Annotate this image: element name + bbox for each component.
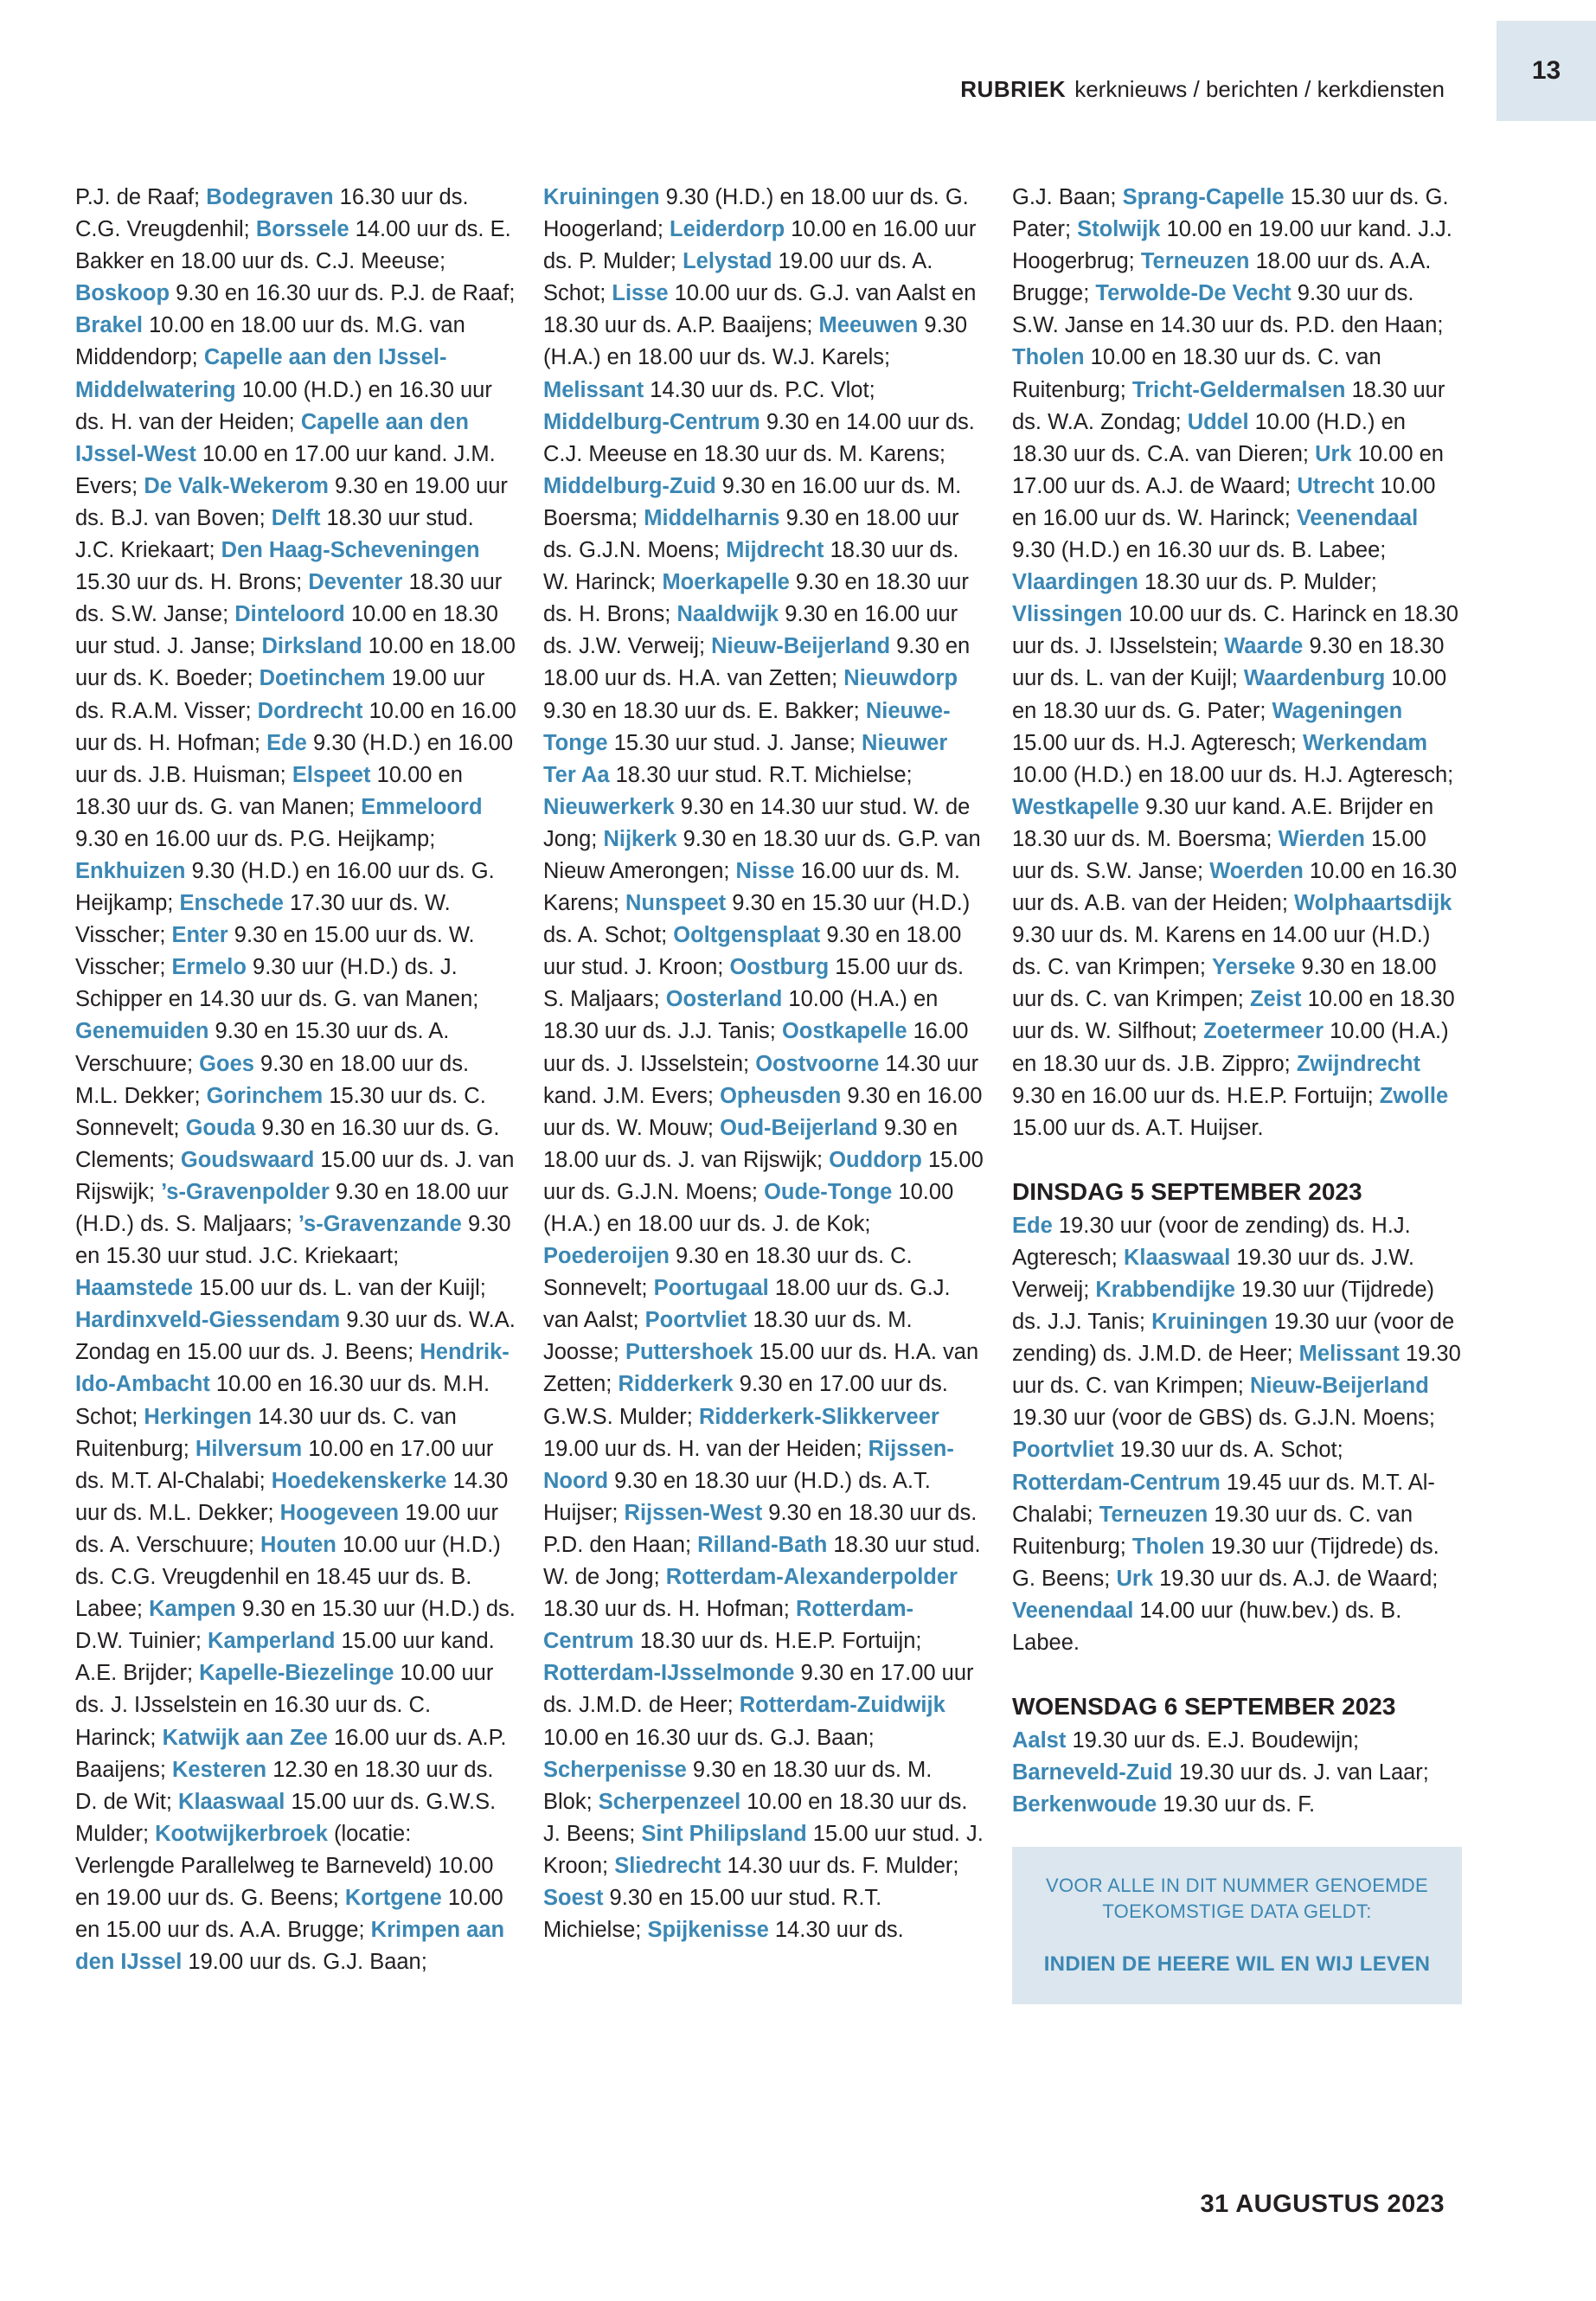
place-name: Brakel [75,313,143,338]
place-name: Herkingen [144,1404,253,1429]
place-name: Nieuwe-Tonge [543,698,951,755]
service-details: 15.30 uur ds. G. Pater; [1012,185,1449,242]
service-details: 14.00 uur (huw.bev.) ds. B. Labee. [1012,1598,1402,1656]
service-details: 14.30 uur ds. F. Mulder; [721,1853,959,1878]
service-details: 15.00 uur ds. H.J. Agteresch; [1012,730,1303,755]
service-details: 14.30 uur kand. J.M. Evers; [543,1051,979,1108]
service-details: 10.00 en 18.30 uur ds. G. Pater; [1012,666,1447,723]
place-name: Enschede [179,891,284,916]
place-name: Nieuwer Ter Aa [543,730,948,787]
service-details: 10.00 en 17.00 uur kand. J.M. Evers; [75,441,496,498]
place-name: Nisse [735,858,795,883]
service-details: 9.30 en 18.30 uur ds. E. Bakker; [543,698,866,723]
service-details: 10.00 en 18.30 uur ds. C. van Ruitenburg; [1012,345,1381,402]
service-details: 9.30 en 18.00 uur ds. C. van Krimpen; [1012,955,1437,1012]
service-details: 9.30 en 18.30 uur ds. G.P. van Nieuw Amerongen; [543,826,981,883]
place-name: Urk [1315,441,1352,466]
place-name: Zeist [1249,987,1302,1012]
service-details: 9.30 (H.D.) en 16.00 uur ds. G. Heijkamp; [75,858,495,916]
place-name: Rotterdam-Alexanderpolder [665,1565,958,1590]
page-number: 13 [1531,56,1561,85]
place-name: Dinteloord [234,602,345,627]
place-name: Hardinxveld-Giessendam [75,1308,341,1333]
place-name: Bodegraven [206,185,334,209]
service-details: 9.30 en 17.00 uur ds. J.M.D. de Heer; [543,1661,974,1718]
service-details: 19.00 uur ds. A. Verschuure; [75,1500,498,1557]
service-details: 9.30 en 15.30 uur (H.D.) ds. D.W. Tuinier; [75,1597,516,1654]
service-details: 9.30 en 18.00 uur stud. J. Kroon; [543,923,962,980]
place-name: Oud-Beijerland [720,1115,878,1140]
place-name: ’s-Gravenzande [298,1212,462,1236]
place-name: Nieuw-Beijerland [1249,1374,1429,1399]
service-details: 14.30 uur ds. C. van Ruitenburg; [75,1404,457,1461]
place-name: Urk [1116,1566,1154,1591]
place-name: Haamstede [75,1276,194,1301]
place-name: Oosterland [665,987,783,1012]
service-details: 10.00 uur ds. G.J. van Aalst en 18.30 uur ds. A.P. Baaijens; [543,281,977,338]
place-name: Klaaswaal [178,1789,285,1814]
service-details: 18.30 uur stud. R.T. Michielse; [609,762,913,787]
place-name: Oostburg [729,955,830,980]
place-name: Tholen [1131,1534,1205,1559]
place-name: Nunspeet [625,891,727,916]
place-name: Poederoijen [543,1244,670,1269]
place-name: Ouddorp [829,1147,922,1172]
service-details: 19.30 uur (Tijdrede) ds. J.J. Tanis; [1012,1278,1435,1335]
place-name: Waardenburg [1243,666,1386,691]
service-details: 9.30 (H.D.) en 18.00 uur ds. G. Hoogerland; [543,185,969,242]
service-listing [1012,1725,1462,1821]
place-name: Borssele [255,217,349,242]
service-details: 10.00 en 18.30 uur ds. G. van Manen; [75,762,463,819]
service-details: 14.00 uur ds. E. Bakker en 18.00 uur ds. C.J. Meeuse; [75,217,511,274]
service-details: 19.00 uur ds. G.J. Baan; [182,1950,427,1975]
place-name: Nieuwerkerk [543,794,675,819]
service-details: P.J. de Raaf; [75,185,207,209]
place-name: Mijdrecht [726,538,824,563]
place-name: Scherpenisse [543,1757,687,1782]
service-details: 18.30 uur ds. H.E.P. Fortuijn; [633,1629,922,1654]
place-name: Veenendaal [1012,1598,1134,1623]
service-details: 10.00 (H.D.) en 18.30 uur ds. C.A. van Dieren; [1012,409,1406,466]
service-details: 9.30 en 18.30 uur ds. H. Brons; [543,570,969,627]
place-name: Lelystad [683,249,772,274]
service-details: 10.00 uur (H.D.) ds. C.G. Vreugdenhil en 18.45 uur ds. B. Labee; [75,1532,501,1622]
service-listing [1012,1210,1462,1659]
service-details: 10.00 (H.A.) en 18.30 uur ds. J.J. Tanis; [543,987,939,1044]
service-details: 19.30 uur (voor de zending) ds. J.M.D. de Heer; [1012,1310,1455,1367]
service-details: 10.00 en 15.00 uur ds. A.A. Brugge; [75,1885,503,1943]
service-details: 15.00 uur ds. H.A. van Zetten; [543,1340,979,1397]
place-name: Nieuw-Beijerland [711,634,891,659]
service-details: 10.00 en 16.30 uur ds. M.H. Schot; [75,1372,490,1429]
place-name: Lisse [612,281,669,306]
place-name: Zoetermeer [1203,1019,1324,1044]
place-name: Werkendam [1302,730,1428,755]
service-details: 10.00 en 16.00 uur ds. P. Mulder; [543,217,977,274]
place-name: Wolphaartsdijk [1294,891,1452,916]
place-name: Gouda [185,1115,256,1140]
place-name: Rijssen-Noord [543,1436,954,1493]
place-name: Melissant [543,377,644,402]
place-name: Rilland-Bath [697,1532,828,1557]
place-name: Aalst [1012,1728,1067,1753]
notice-box [1012,1847,1462,2004]
service-details: 9.30 en 18.00 uur (H.D.) ds. S. Maljaars; [75,1179,509,1236]
column-3 [1012,182,1462,2004]
place-name: Poortvliet [644,1308,747,1333]
service-details: 9.30 en 14.30 uur stud. W. de Jong; [543,794,971,851]
place-name: Sprang-Capelle [1122,185,1285,209]
service-details: 19.30 uur ds. C. van Ruitenburg; [1012,1502,1413,1559]
service-details: 9.30 en 18.30 uur ds. M. Blok; [543,1757,933,1814]
place-name: Spijkenisse [647,1918,769,1943]
place-name: Kampen [149,1597,236,1622]
place-name: Waarde [1224,634,1304,659]
place-name: Genemuiden [75,1019,209,1044]
service-details: 9.30 en 18.00 uur ds. G.J.N. Moens; [543,505,959,563]
place-name: Utrecht [1297,473,1375,498]
service-details: 10.00 en 18.30 uur ds. J. Beens; [543,1789,968,1846]
place-name: Naaldwijk [676,602,779,627]
place-name: Rotterdam-IJsselmonde [543,1661,795,1686]
service-details: 10.00 (H.D.) en 16.30 uur ds. H. van der Heiden; [75,377,492,434]
service-details: 18.30 uur ds. H. Hofman; [543,1597,796,1622]
service-details: 18.30 uur stud. W. de Jong; [543,1532,981,1590]
service-details: 15.00 uur ds. G.J.N. Moens; [543,1147,984,1204]
place-name: Westkapelle [1012,794,1139,819]
place-name: Deventer [308,570,403,595]
service-details: 19.00 uur ds. R.A.M. Visser; [75,666,485,723]
column-1 [75,182,516,1978]
place-name: Enkhuizen [75,858,186,883]
place-name: Rijssen-West [624,1500,763,1525]
service-details: 9.30 (H.D.) en 16.30 uur ds. B. Labee; [1012,538,1387,563]
place-name: Katwijk aan Zee [162,1725,328,1750]
service-details: 15.00 uur kand. A.E. Brijder; [75,1629,495,1686]
place-name: Kamperland [208,1629,336,1654]
place-name: Rotterdam-Centrum [1012,1470,1221,1495]
place-name: Krimpen aan den IJssel [75,1918,505,1975]
service-details: 10.00 en 16.30 uur ds. G.J. Baan; [543,1725,875,1750]
service-details: 9.30 en 18.00 uur ds. M.L. Dekker; [75,1051,470,1108]
place-name: Kapelle-Biezelinge [199,1661,394,1686]
service-details: 9.30 uur ds. S.W. Janse en 14.30 uur ds. P.D. den Haan; [1012,281,1444,338]
service-listing [1012,182,1462,1144]
service-details: 9.30 en 16.30 uur ds. G. Clements; [75,1115,500,1172]
service-details: 10.00 en 16.30 uur ds. A.B. van der Heiden; [1012,858,1458,916]
place-name: Emmeloord [361,794,483,819]
service-details: 18.00 uur ds. A.A. Brugge; [1012,249,1432,306]
service-details: 19.30 uur ds. A.J. de Waard; [1153,1566,1439,1591]
service-details: 9.30 en 14.00 uur ds. C.J. Meeuse en 18.30 uur ds. M. Karens; [543,409,975,466]
service-details: 18.00 uur ds. G.J. van Aalst; [543,1276,951,1333]
service-details: 9.30 en 18.30 uur ds. C. Sonnevelt; [543,1244,913,1301]
service-details: 16.00 uur ds. J. IJsselstein; [543,1019,969,1076]
place-name: Woerden [1209,858,1304,883]
service-details: 14.30 uur ds. M.L. Dekker; [75,1468,509,1525]
service-details: 9.30 en 16.00 uur ds. M. Boersma; [543,473,962,530]
place-name: Puttershoek [625,1340,753,1365]
service-details: 15.00 uur ds. S. Maljaars; [543,955,965,1012]
service-details: 19.30 uur ds. E.J. Boudewijn; [1066,1728,1360,1753]
service-details: 16.30 uur ds. C.G. Vreugdenhil; [75,185,469,242]
place-name: Ridderkerk-Slikkerveer [698,1404,939,1429]
service-details: 18.30 uur ds. M. Joosse; [543,1308,913,1365]
service-details: 10.00 uur ds. C. Harinck en 18.30 uur ds. J. IJsselstein; [1012,602,1458,659]
place-name: Poortugaal [653,1276,769,1301]
service-details: 15.00 uur stud. J. Kroon; [543,1821,984,1878]
service-details: 19.00 uur ds. H. van der Heiden; [543,1436,869,1461]
service-details: 9.30 en 16.00 uur ds. W. Mouw; [543,1083,983,1140]
place-name: Middelburg-Zuid [543,473,716,498]
place-name: Ede [266,730,307,755]
service-details: 16.00 uur ds. M. Karens; [543,858,960,916]
place-name: Leiderdorp [670,217,785,242]
service-details: 18.30 uur ds. W. Harinck; [543,538,959,595]
place-name: Zwijndrecht [1296,1051,1420,1076]
place-name: Delft [271,505,321,530]
place-name: Vlaardingen [1012,570,1138,595]
service-details: 10.00 en 16.00 uur ds. H. Hofman; [75,698,516,755]
service-details: 18.30 uur stud. J.C. Kriekaart; [75,505,474,563]
service-details: 12.30 en 18.30 uur ds. D. de Wit; [75,1757,494,1814]
place-name: Middelharnis [644,505,780,530]
place-name: Scherpenzeel [598,1789,741,1814]
service-details: 17.30 uur ds. W. Visscher; [75,891,451,948]
place-name: Berkenwoude [1012,1792,1157,1817]
place-name: Soest [543,1885,604,1910]
service-details: 10.00 en 16.00 uur ds. W. Harinck; [1012,473,1436,530]
service-details: 19.30 uur ds. F. [1157,1792,1316,1817]
service-details: 15.00 uur ds. G.W.S. Mulder; [75,1789,497,1846]
place-name: Tholen [1012,345,1085,370]
place-name: Houten [260,1532,337,1557]
service-details: 10.00 (H.D.) en 18.00 uur ds. H.J. Agteresch; [1012,762,1454,787]
notice-line-2: INDIEN DE HEERE WIL EN WIJ LEVEN [1043,1952,1431,1977]
place-name: Rotterdam-Zuidwijk [739,1693,945,1718]
place-name: Veenendaal [1296,505,1419,530]
service-details: 18.30 uur ds. W.A. Zondag; [1012,377,1445,434]
place-name: Tricht-Geldermalsen [1131,377,1346,402]
service-details: 18.30 uur ds. S.W. Janse; [75,570,503,627]
service-details: 18.30 uur ds. P. Mulder; [1138,570,1377,595]
service-details: 19.30 uur ds. C. van Krimpen; [1012,1342,1461,1399]
place-name: Nieuwdorp [843,666,958,691]
place-name: Capelle aan den IJssel-West [75,409,469,466]
service-details: 19.30 uur ds. A. Schot; [1113,1438,1343,1463]
place-name: Ede [1012,1213,1053,1238]
day-heading: DINSDAG 5 SEPTEMBER 2023 [1012,1177,1362,1205]
service-details: 10.00 en 17.00 uur ds. M.T. Al-Chalabi; [75,1436,494,1493]
place-name: Yerseke [1212,955,1296,980]
place-name: Rotterdam-Centrum [543,1597,913,1654]
service-details: 9.30 en 18.00 uur ds. J. van Rijswijk; [543,1115,958,1172]
place-name: Kruiningen [543,185,660,209]
place-name: Nijkerk [603,826,677,851]
place-name: Kruiningen [1151,1310,1268,1335]
service-details: 14.30 uur ds. P.C. Vlot; [644,377,875,402]
service-listing [543,182,984,1946]
service-details: 10.00 uur ds. J. IJsselstein en 16.30 uur ds. C. Harinck; [75,1661,494,1750]
place-name: Dirksland [261,634,362,659]
place-name: Terwolde-De Vecht [1095,281,1292,306]
service-details: 9.30 uur ds. M. Karens en 14.00 uur (H.D.) ds. C. van Krimpen; [1012,923,1431,980]
service-details: 14.30 uur ds. [768,1918,904,1943]
service-details: 9.30 en 15.30 uur ds. A. Verschuure; [75,1019,450,1076]
place-name: Sliedrecht [614,1853,721,1878]
place-name: Terneuzen [1099,1502,1208,1527]
place-name: Kesteren [172,1757,267,1782]
service-details: 9.30 en 16.00 uur ds. P.G. Heijkamp; [75,826,436,851]
service-details: 9.30 uur (H.D.) ds. J. Schipper en 14.30 uur ds. G. van Manen; [75,955,479,1012]
place-name: Elspeet [292,762,371,787]
place-name: Moerkapelle [662,570,790,595]
place-name: Middelburg-Centrum [543,409,760,434]
place-name: Zwolle [1379,1083,1449,1108]
place-name: Kootwijkerbroek [155,1821,328,1846]
service-details: 9.30 en 15.30 uur (H.D.) ds. A. Schot; [543,891,971,948]
place-name: Ooltgensplaat [673,923,821,948]
place-name: Barneveld-Zuid [1012,1760,1173,1785]
service-details: 9.30 (H.D.) en 16.00 uur ds. J.B. Huisman; [75,730,514,787]
place-name: Stolwijk [1077,217,1161,242]
service-details: 19.30 uur (Tijdrede) ds. G. Beens; [1012,1534,1439,1591]
rubriek-label: RUBRIEK [960,76,1067,102]
service-details: 9.30 en 18.30 uur (H.D.) ds. A.T. Huijser; [543,1468,931,1525]
place-name: Boskoop [75,281,170,306]
place-name: De Valk-Wekerom [144,473,329,498]
service-details: 19.30 uur ds. J. van Laar; [1172,1760,1429,1785]
rubriek-text: kerknieuws / berichten / kerkdiensten [1074,76,1445,102]
place-name: Terneuzen [1140,249,1250,274]
day-heading: WOENSDAG 6 SEPTEMBER 2023 [1012,1693,1396,1721]
place-name: Hoedekenskerke [271,1468,447,1493]
service-details: 10.00 en 18.00 uur ds. M.G. van Middendorp; [75,313,465,370]
place-name: Klaaswaal [1123,1245,1231,1270]
service-details: 9.30 en 17.00 uur ds. G.W.S. Mulder; [543,1372,948,1429]
notice-line-1: VOOR ALLE IN DIT NUMMER GENOEMDE TOEKOMSTIGE DATA GELDT: [1046,1875,1428,1923]
service-details: 10.00 en 18.00 uur ds. K. Boeder; [75,634,516,691]
place-name: Ridderkerk [618,1372,734,1397]
place-name: ’s-Gravenpolder [161,1179,330,1204]
service-details: 10.00 en 18.30 uur stud. J. Janse; [75,602,498,659]
service-details: 19.45 uur ds. M.T. Al-Chalabi; [1012,1470,1435,1527]
service-details: 15.30 uur stud. J. Janse; [607,730,862,755]
service-details: 15.30 uur ds. H. Brons; [75,570,309,595]
place-name: Capelle aan den IJssel-Middelwatering [75,345,447,402]
service-details: 9.30 en 15.30 uur stud. J.C. Kriekaart; [75,1212,511,1269]
place-name: Ermelo [171,955,247,980]
service-details: 9.30 en 16.00 uur ds. J.W. Verweij; [543,602,958,659]
place-name: Den Haag-Scheveningen [221,538,480,563]
service-details: 9.30 en 16.30 uur ds. P.J. de Raaf; [170,281,516,306]
place-name: Melissant [1298,1342,1400,1367]
service-details: 10.00 (H.A.) en 18.00 uur ds. J. de Kok; [543,1179,954,1236]
service-details: 19.30 uur (voor de GBS) ds. G.J.N. Moens; [1012,1406,1435,1431]
place-name: Sint Philipsland [641,1821,807,1846]
service-details: 9.30 (H.A.) en 18.00 uur ds. W.J. Karels; [543,313,968,370]
place-name: Kortgene [344,1885,442,1910]
issue-date: 31 AUGUSTUS 2023 [1200,2190,1445,2218]
section-header [960,76,1445,103]
place-name: Hendrik-Ido-Ambacht [75,1340,510,1397]
service-details: 9.30 en 18.30 uur ds. L. van der Kuijl; [1012,634,1445,691]
place-name: Goudswaard [180,1147,315,1172]
service-details: (locatie: Verlengde Parallelweg te Barneveld) 10.00 en 19.00 uur ds. G. Beens; [75,1821,494,1910]
service-details: 9.30 en 15.00 uur stud. R.T. Michielse; [543,1885,882,1943]
place-name: Hilversum [195,1436,303,1461]
service-details: G.J. Baan; [1012,185,1123,209]
service-details: 10.00 en 17.00 uur ds. A.J. de Waard; [1012,441,1444,498]
place-name: Dordrecht [257,698,363,723]
place-name: Krabbendijke [1095,1278,1235,1302]
service-details: 15.30 uur ds. C. Sonnevelt; [75,1083,486,1140]
service-details: 15.00 uur ds. A.T. Huijser. [1012,1115,1264,1140]
place-name: Meeuwen [818,313,919,338]
column-2 [543,182,984,1946]
service-details: 9.30 en 15.00 uur ds. W. Visscher; [75,923,475,980]
service-details: 9.30 uur kand. A.E. Brijder en 18.30 uur ds. M. Boersma; [1012,794,1434,851]
place-name: Poortvliet [1012,1438,1114,1463]
service-details: 19.30 uur (voor de zending) ds. H.J. Agteresch; [1012,1213,1411,1270]
place-name: Wierden [1278,826,1365,851]
service-details: 9.30 en 16.00 uur ds. H.E.P. Fortuijn; [1012,1083,1380,1108]
service-details: 19.00 uur ds. A. Schot; [543,249,933,306]
service-details: 9.30 en 19.00 uur ds. B.J. van Boven; [75,473,508,530]
service-listing [75,182,516,1978]
place-name: Wageningen [1272,698,1403,723]
place-name: Enter [171,923,228,948]
place-name: Oude-Tonge [764,1179,893,1204]
place-name: Doetinchem [259,666,386,691]
service-details: 10.00 (H.A.) en 18.30 uur ds. J.B. Zippro; [1012,1019,1449,1076]
place-name: Goes [199,1051,254,1076]
place-name: Uddel [1187,409,1249,434]
place-name: Vlissingen [1012,602,1123,627]
page-number-tab [1497,21,1596,121]
service-details: 10.00 en 18.30 uur ds. W. Silfhout; [1012,987,1455,1044]
service-details: 15.00 uur ds. S.W. Janse; [1012,826,1426,883]
service-details: 15.00 uur ds. J. van Rijswijk; [75,1147,515,1204]
place-name: Hoogeveen [279,1500,400,1525]
service-details: 19.30 uur ds. J.W. Verweij; [1012,1245,1414,1302]
place-name: Oostvoorne [755,1051,880,1076]
place-name: Gorinchem [206,1083,324,1108]
service-details: 10.00 en 19.00 uur kand. J.J. Hoogerbrug; [1012,217,1452,274]
service-details: 9.30 en 18.30 uur ds. P.D. den Haan; [543,1500,977,1557]
service-details: 16.00 uur ds. A.P. Baaijens; [75,1725,507,1782]
place-name: Opheusden [720,1083,842,1108]
service-details: 9.30 uur ds. W.A. Zondag en 15.00 uur ds. J. Beens; [75,1308,516,1365]
place-name: Oostkapelle [781,1019,907,1044]
service-details: 9.30 en 18.00 uur ds. H.A. van Zetten; [543,634,971,691]
service-details: 15.00 uur ds. L. van der Kuijl; [193,1276,486,1301]
